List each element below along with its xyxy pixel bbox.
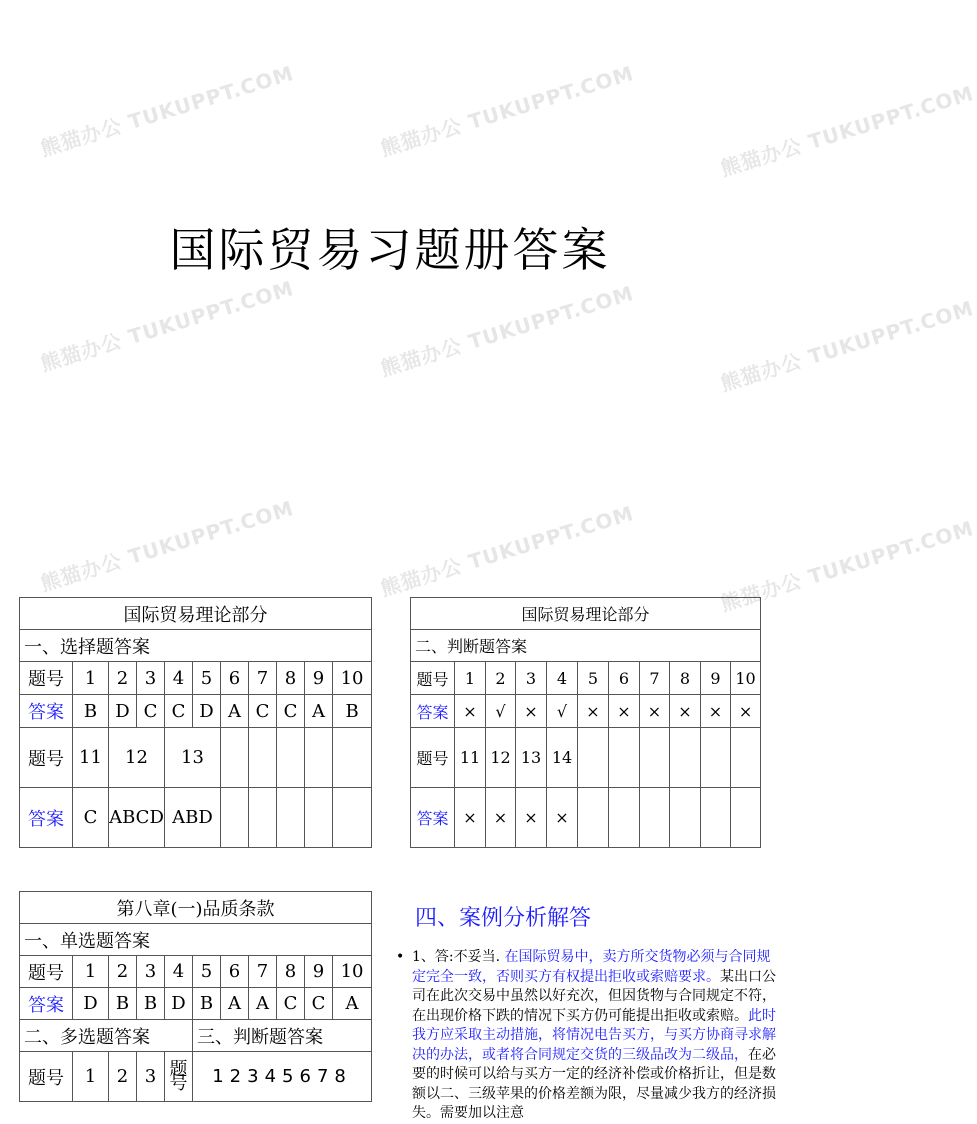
bullet: • <box>396 949 405 965</box>
question-number: 14 <box>547 728 578 788</box>
answer-cell: × <box>455 695 486 728</box>
question-number: 5 <box>193 662 221 695</box>
question-number: 5 <box>193 956 221 988</box>
answer-cell: B <box>73 695 109 728</box>
question-number: 5 <box>282 1066 300 1087</box>
question-number: 12 <box>109 728 165 788</box>
answer-cell: C <box>249 695 277 728</box>
section-title: 二、多选题答案 <box>20 1020 193 1052</box>
section-title: 二、判断题答案 <box>411 630 761 662</box>
question-number: 4 <box>547 662 578 695</box>
watermark: 熊猫办公 TUKUPPT.COM <box>377 280 637 381</box>
answer-cell: C <box>165 695 193 728</box>
row-label: 题号 <box>20 1052 73 1102</box>
section-title: 三、判断题答案 <box>193 1020 372 1052</box>
question-number: 6 <box>221 956 249 988</box>
question-number: 1 <box>212 1066 230 1087</box>
answer-cell: C <box>277 695 305 728</box>
question-number: 1 <box>73 1052 109 1102</box>
question-number: 2 <box>109 662 137 695</box>
question-number: 9 <box>305 662 333 695</box>
watermark: 熊猫办公 TUKUPPT.COM <box>717 295 977 396</box>
answer-cell: × <box>609 695 640 728</box>
judge-question-numbers <box>193 1052 372 1102</box>
row-label: 题号 <box>411 662 455 695</box>
question-number: 1 <box>73 956 109 988</box>
question-number: 8 <box>277 956 305 988</box>
question-number: 10 <box>333 662 372 695</box>
answer-cell: √ <box>547 695 578 728</box>
answer-cell: D <box>109 695 137 728</box>
answer-cell: × <box>731 695 761 728</box>
row-label: 答案 <box>411 788 455 848</box>
answer-cell: B <box>109 988 137 1020</box>
case-text: 在必要的时候可以给与买方一定的经济补偿或价格折让，但是数额以二、三级苹果的价格差额为限，尽量减少我方的经济损失。需要加以注意 <box>412 1046 776 1121</box>
answer-cell: C <box>137 695 165 728</box>
question-number: 4 <box>165 956 193 988</box>
question-number: 12 <box>486 728 516 788</box>
question-number: 2 <box>229 1066 248 1087</box>
answer-cell: C <box>305 988 333 1020</box>
question-number: 11 <box>455 728 486 788</box>
question-number: 2 <box>486 662 516 695</box>
question-number: 7 <box>249 956 277 988</box>
question-number: 4 <box>165 662 193 695</box>
table-title: 国际贸易理论部分 <box>20 598 372 630</box>
answer-cell: B <box>193 988 221 1020</box>
row-label: 题号 <box>20 956 73 988</box>
answer-cell: A <box>333 988 372 1020</box>
case-text-highlight: 此时我方应采取主动措施，将情况电告买方，与买方协商寻求解决的办法，或者将合同规定交货的三级品改为二级品， <box>412 1007 776 1063</box>
question-number: 7 <box>640 662 670 695</box>
answer-cell: A <box>221 988 249 1020</box>
question-number: 10 <box>731 662 761 695</box>
question-number: 7 <box>249 662 277 695</box>
table-title: 国际贸易理论部分 <box>411 598 761 630</box>
question-number: 13 <box>165 728 221 788</box>
answer-cell: ABCD <box>109 788 165 848</box>
question-number: 4 <box>264 1066 283 1087</box>
answer-cell: × <box>486 788 516 848</box>
answer-cell: D <box>193 695 221 728</box>
question-number: 9 <box>305 956 333 988</box>
watermark: 熊猫办公 TUKUPPT.COM <box>717 80 977 181</box>
answer-cell: A <box>305 695 333 728</box>
answer-cell: × <box>578 695 609 728</box>
question-number: 1 <box>455 662 486 695</box>
answer-cell: × <box>547 788 578 848</box>
answer-cell: D <box>73 988 109 1020</box>
question-number: 8 <box>334 1066 352 1087</box>
row-label: 题号 <box>165 1052 193 1102</box>
row-label: 题号 <box>20 662 73 695</box>
answer-cell: √ <box>486 695 516 728</box>
question-number: 6 <box>221 662 249 695</box>
judgement-answer-table <box>410 597 761 848</box>
row-label: 答案 <box>20 788 73 848</box>
case-analysis-heading: 四、案例分析解答 <box>415 906 592 931</box>
section-title: 一、选择题答案 <box>20 630 372 662</box>
question-number: 11 <box>73 728 109 788</box>
question-number: 3 <box>137 956 165 988</box>
section-title: 一、单选题答案 <box>20 924 372 956</box>
question-number: 3 <box>137 1052 165 1102</box>
answer-cell: C <box>277 988 305 1020</box>
answer-cell: C <box>73 788 109 848</box>
question-number: 2 <box>109 1052 137 1102</box>
question-number: 6 <box>609 662 640 695</box>
answer-cell: × <box>455 788 486 848</box>
question-number: 7 <box>316 1066 335 1087</box>
question-number: 3 <box>516 662 547 695</box>
choice-answer-table <box>19 597 372 848</box>
row-label: 答案 <box>20 695 73 728</box>
answer-cell: × <box>670 695 701 728</box>
answer-cell: D <box>165 988 193 1020</box>
question-number: 2 <box>109 956 137 988</box>
answer-cell: × <box>640 695 670 728</box>
watermark: 熊猫办公 TUKUPPT.COM <box>377 60 637 161</box>
answer-cell: × <box>701 695 731 728</box>
question-number: 5 <box>578 662 609 695</box>
page-title: 国际贸易习题册答案 <box>169 223 611 277</box>
answer-cell: A <box>249 988 277 1020</box>
watermark: 熊猫办公 TUKUPPT.COM <box>37 60 297 161</box>
watermark: 熊猫办公 TUKUPPT.COM <box>37 495 297 596</box>
table-title: 第八章(一)品质条款 <box>20 892 372 924</box>
answer-cell: ABD <box>165 788 221 848</box>
case-text: 某出口公司在此次交易中虽然以好充次，但因货物与合同规定不符，在出现价格下跌的情况下买方仍可能提出拒收或索赔。 <box>412 968 776 1024</box>
watermark: 熊猫办公 TUKUPPT.COM <box>377 500 637 601</box>
question-number: 8 <box>670 662 701 695</box>
answer-cell: B <box>333 695 372 728</box>
question-number: 1 <box>73 662 109 695</box>
row-label: 答案 <box>411 695 455 728</box>
answer-cell: A <box>221 695 249 728</box>
watermark: 熊猫办公 TUKUPPT.COM <box>37 275 297 376</box>
case-analysis-text <box>396 948 776 1124</box>
question-number: 3 <box>247 1066 265 1087</box>
case-text-highlight: 在国际贸易中，卖方所交货物必须与合同规定完全一致，否则买方有权提出拒收或索赔要求。 <box>412 949 771 985</box>
question-number: 13 <box>516 728 547 788</box>
answer-cell: × <box>516 695 547 728</box>
watermark: 熊猫办公 TUKUPPT.COM <box>717 515 977 616</box>
case-text: 1、答:不妥当. <box>412 949 505 965</box>
answer-cell: × <box>516 788 547 848</box>
row-label: 题号 <box>20 728 73 788</box>
question-number: 3 <box>137 662 165 695</box>
question-number: 6 <box>299 1066 317 1087</box>
row-label: 答案 <box>20 988 73 1020</box>
question-number: 8 <box>277 662 305 695</box>
question-number: 9 <box>701 662 731 695</box>
question-number: 10 <box>333 956 372 988</box>
quality-clause-table <box>19 891 372 1102</box>
row-label: 题号 <box>411 728 455 788</box>
answer-cell: B <box>137 988 165 1020</box>
